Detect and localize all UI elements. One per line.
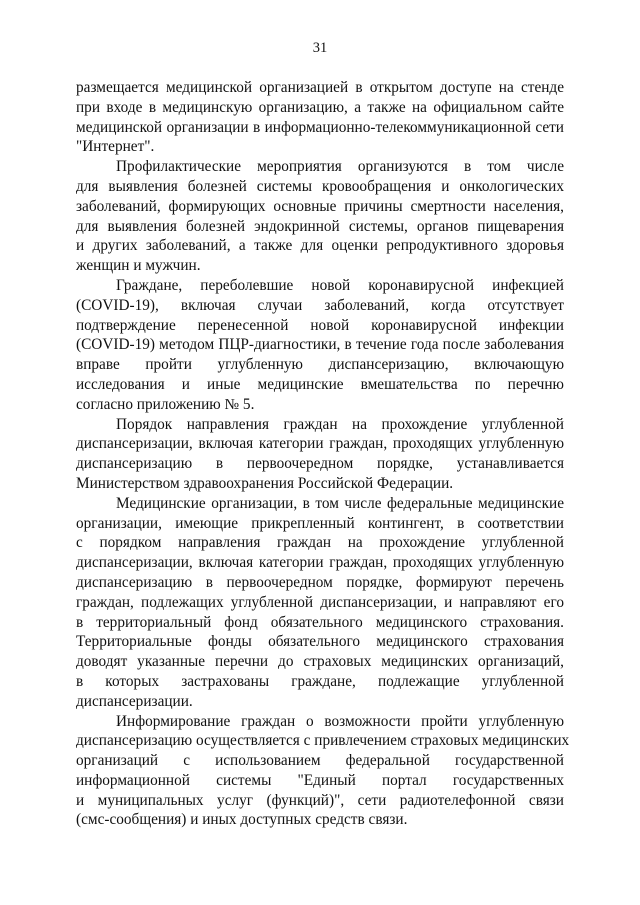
page-number: 31: [312, 40, 328, 56]
paragraph: [76, 712, 570, 831]
text-line: информационной системы "Единый портал государственных: [76, 771, 564, 789]
text-line: диспансеризацию в первоочередном порядке, формируют перечень: [76, 573, 564, 591]
text-line: в территориальный фонд обязательного медицинского страхования.: [76, 613, 564, 631]
text-line: исследования и иные медицинские вмешательства по перечню: [76, 375, 564, 393]
text-line: организации, имеющие прикрепленный контингент, в соответствии: [76, 514, 564, 532]
text-line: Порядок направления граждан на прохождение углубленной: [116, 415, 564, 433]
paragraph: [76, 78, 564, 157]
text-line: Министерством здравоохранения Российской Федерации.: [76, 474, 454, 492]
text-line: (COVID-19) методом ПЦР-диагностики, в течение года после заболевания: [76, 336, 564, 354]
text-line: для выявления болезней эндокринной системы, органов пищеварения: [76, 217, 564, 235]
text-line: Граждане, переболевшие новой коронавирусной инфекцией: [116, 276, 564, 294]
text-line: Медицинские организации, в том числе федеральные медицинские: [116, 494, 564, 512]
text-line: при входе в медицинскую организацию, а также на официальном сайте: [76, 98, 564, 116]
text-line: для выявления болезней системы кровообращения и онкологических: [76, 177, 564, 195]
text-line: в которых застрахованы граждане, подлежащие углубленной: [76, 672, 564, 690]
text-line: Информирование граждан о возможности пройти углубленную: [116, 712, 564, 730]
text-line: диспансеризации, включая категории граждан, проходящих углубленную: [76, 435, 564, 453]
text-line: граждан, подлежащих углубленной диспансеризации, и направляют его: [76, 593, 564, 611]
text-line: диспансеризацию осуществляется с привлечением страховых медицинских: [76, 732, 570, 750]
text-line: Территориальные фонды обязательного медицинского страхования: [76, 633, 564, 651]
text-line: доводят указанные перечни до страховых медицинских организаций,: [76, 653, 564, 671]
paragraph: [76, 494, 564, 712]
text-line: вправе пройти углубленную диспансеризацию, включающую: [76, 356, 564, 374]
text-line: Профилактические мероприятия организуются в том числе: [116, 158, 564, 176]
text-line: с порядком направления граждан на прохождение углубленной: [76, 534, 564, 552]
text-line: (COVID-19), включая случаи заболеваний, когда отсутствует: [76, 296, 564, 314]
body-text: [76, 78, 570, 830]
paragraph: [76, 157, 564, 276]
text-line: диспансеризацию в первоочередном порядке, устанавливается: [76, 455, 564, 473]
text-line: подтверждение перенесенной новой коронавирусной инфекции: [76, 316, 564, 334]
text-line: диспансеризации, включая категории граждан, проходящих углубленную: [76, 554, 564, 572]
text-line: женщин и мужчин.: [76, 257, 201, 275]
text-line: согласно приложению № 5.: [76, 395, 255, 413]
paragraph: [76, 415, 564, 494]
text-line: и муниципальных услуг (функций)", сети радиотелефонной связи: [76, 791, 564, 809]
text-line: диспансеризации.: [76, 692, 193, 710]
text-line: и других заболеваний, а также для оценки репродуктивного здоровья: [76, 237, 564, 255]
text-line: размещается медицинской организацией в открытом доступе на стенде: [76, 79, 564, 96]
text-line: организаций с использованием федеральной государственной: [76, 752, 564, 770]
text-line: медицинской организации в информационно-телекоммуникационной сети: [76, 118, 564, 136]
text-line: заболеваний, формирующих основные причины смертности населения,: [76, 197, 564, 215]
text-line: (смс-сообщения) и иных доступных средств связи.: [76, 811, 408, 829]
text-line: "Интернет".: [76, 138, 155, 156]
paragraph: [76, 276, 564, 415]
